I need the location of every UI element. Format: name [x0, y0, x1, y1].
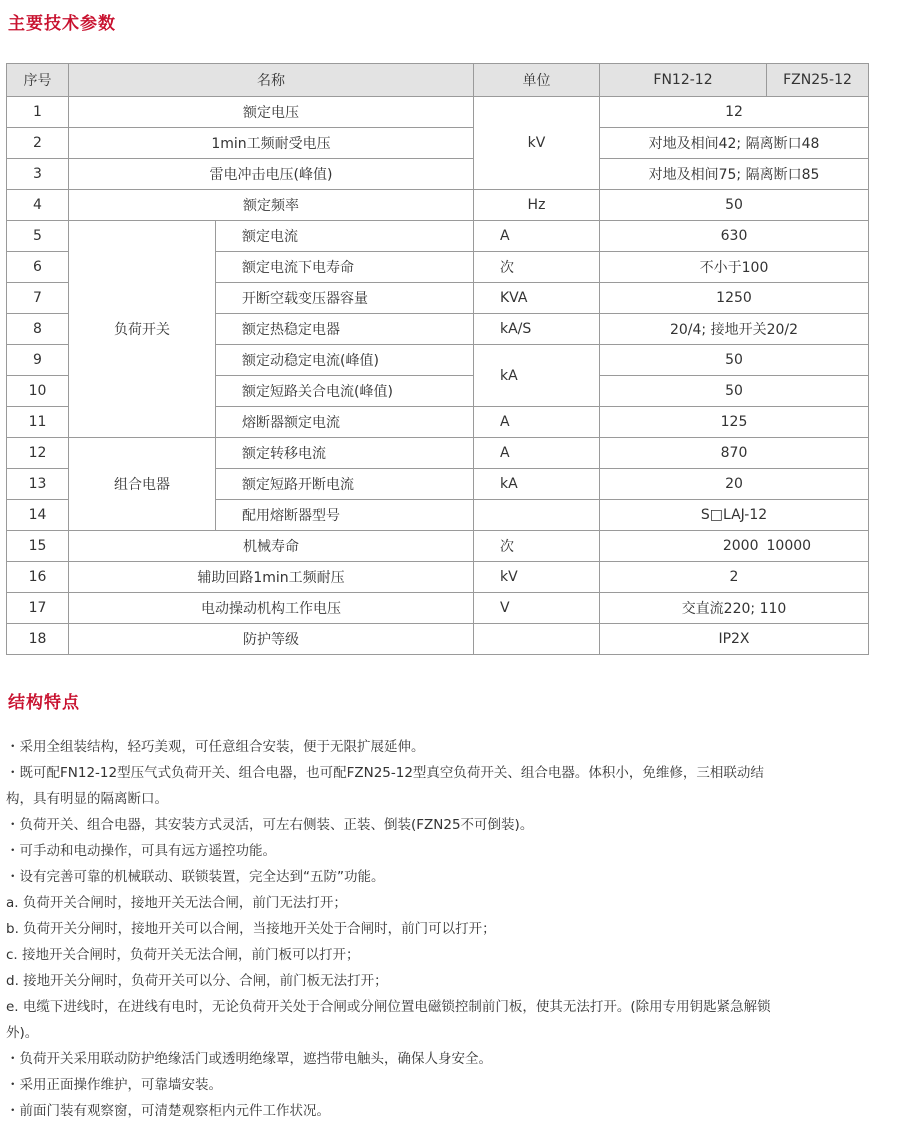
row-value: 20: [600, 469, 869, 500]
header-unit: 单位: [474, 64, 600, 97]
row-value: 不小于100: [600, 252, 869, 283]
table-row: [7, 97, 869, 128]
row-name: 熔断器额定电流: [216, 407, 474, 438]
feature-line: c. 接地开关合闸时，负荷开关无法合闸，前门板可以打开；: [6, 947, 360, 963]
table-row: [7, 593, 869, 624]
feature-line: ・设有完善可靠的机械联动、联锁装置，完全达到“五防”功能。: [6, 869, 385, 885]
row-name: 电动操动机构工作电压: [69, 593, 474, 624]
table-row: [7, 221, 869, 252]
row-index: 11: [7, 407, 69, 438]
row-value: 50: [600, 345, 869, 376]
row-value: 2: [600, 562, 869, 593]
table-row: [7, 128, 869, 159]
table-row: [7, 159, 869, 190]
table-row: [7, 624, 869, 655]
header-name: 名称: [69, 64, 474, 97]
row-value: 对地及相间42; 隔离断口48: [600, 128, 869, 159]
row-unit: Hz: [474, 190, 600, 221]
row-unit: KVA: [474, 283, 600, 314]
row-value-fzn25: 10000: [767, 531, 869, 562]
header-fn12: FN12-12: [600, 64, 767, 97]
row-name: 额定电压: [69, 97, 474, 128]
row-value: 20/4; 接地开关20/2: [600, 314, 869, 345]
row-index: 5: [7, 221, 69, 252]
row-unit: kV: [474, 97, 600, 190]
feature-line: 构，具有明显的隔离断口。: [6, 791, 168, 807]
row-unit: 次: [474, 252, 600, 283]
row-value: 交直流220; 110: [600, 593, 869, 624]
row-name: 额定短路开断电流: [216, 469, 474, 500]
feature-line: ・可手动和电动操作，可具有远方遥控功能。: [6, 843, 276, 859]
feature-line: ・前面门装有观察窗，可清楚观察柜内元件工作状况。: [6, 1103, 330, 1119]
feature-line: ・负荷开关、组合电器，其安装方式灵活，可左右侧装、正装、倒装(FZN25不可倒装)。: [6, 817, 534, 833]
table-row: [7, 562, 869, 593]
row-name: 机械寿命: [69, 531, 474, 562]
row-value: 50: [600, 190, 869, 221]
row-value: 630: [600, 221, 869, 252]
row-unit: kA/S: [474, 314, 600, 345]
row-unit: [474, 624, 600, 655]
row-name: 防护等级: [69, 624, 474, 655]
row-unit: A: [474, 438, 600, 469]
row-unit: 次: [474, 531, 600, 562]
feature-list: [6, 734, 890, 1124]
feature-line: ・既可配FN12-12型压气式负荷开关、组合电器，也可配FZN25-12型真空负荷开关、组合电器。体积小，免维修，三相联动结: [6, 765, 764, 781]
row-name: 额定动稳定电流(峰值): [216, 345, 474, 376]
feature-line: ・采用全组装结构，轻巧美观，可任意组合安装，便于无限扩展延伸。: [6, 739, 425, 755]
section-title-structure-features: 结构特点: [8, 693, 80, 713]
row-index: 10: [7, 376, 69, 407]
row-index: 1: [7, 97, 69, 128]
row-name: 额定热稳定电器: [216, 314, 474, 345]
row-index: 7: [7, 283, 69, 314]
feature-line: e. 电缆下进线时，在进线有电时，无论负荷开关处于合闸或分闸位置电磁锁控制前门板，使其无法打开。(除用专用钥匙紧急解锁: [6, 999, 771, 1015]
group-label-combined-apparatus: 组合电器: [69, 438, 216, 531]
row-name: 额定电流: [216, 221, 474, 252]
row-value: 125: [600, 407, 869, 438]
row-value: IP2X: [600, 624, 869, 655]
group-label-load-switch: 负荷开关: [69, 221, 216, 438]
row-unit: A: [474, 221, 600, 252]
row-name: 开断空载变压器容量: [216, 283, 474, 314]
feature-line: d. 接地开关分闸时，负荷开关可以分、合闸，前门板无法打开；: [6, 973, 388, 989]
row-unit: kA: [474, 345, 600, 407]
table-row: [7, 531, 869, 562]
row-index: 2: [7, 128, 69, 159]
row-index: 16: [7, 562, 69, 593]
feature-line: b. 负荷开关分闸时，接地开关可以合闸，当接地开关处于合闸时，前门可以打开；: [6, 921, 496, 937]
feature-line: a. 负荷开关合闸时，接地开关无法合闸，前门无法打开；: [6, 895, 347, 911]
row-index: 12: [7, 438, 69, 469]
row-index: 4: [7, 190, 69, 221]
row-unit: kV: [474, 562, 600, 593]
row-value: 870: [600, 438, 869, 469]
row-name: 辅助回路1min工频耐压: [69, 562, 474, 593]
row-name: 1min工频耐受电压: [69, 128, 474, 159]
row-index: 17: [7, 593, 69, 624]
table-row: [7, 190, 869, 221]
row-name: 额定电流下电寿命: [216, 252, 474, 283]
header-index: 序号: [7, 64, 69, 97]
row-name: 雷电冲击电压(峰值): [69, 159, 474, 190]
feature-line: ・负荷开关采用联动防护绝缘活门或透明绝缘罩，遮挡带电触头，确保人身安全。: [6, 1051, 492, 1067]
row-value: 50: [600, 376, 869, 407]
row-value: 对地及相间75; 隔离断口85: [600, 159, 869, 190]
row-index: 15: [7, 531, 69, 562]
row-index: 9: [7, 345, 69, 376]
row-unit: V: [474, 593, 600, 624]
header-fzn25: FZN25-12: [767, 64, 869, 97]
table-header-row: [7, 64, 869, 97]
row-index: 14: [7, 500, 69, 531]
row-index: 6: [7, 252, 69, 283]
table-row: [7, 438, 869, 469]
row-index: 8: [7, 314, 69, 345]
row-unit: A: [474, 407, 600, 438]
row-name: 额定转移电流: [216, 438, 474, 469]
row-index: 13: [7, 469, 69, 500]
row-index: 3: [7, 159, 69, 190]
row-value: S□LAJ-12: [600, 500, 869, 531]
row-value-fn12: 2000: [600, 531, 767, 562]
row-name: 额定频率: [69, 190, 474, 221]
row-name: 额定短路关合电流(峰值): [216, 376, 474, 407]
row-unit: [474, 500, 600, 531]
feature-line: ・采用正面操作维护，可靠墙安装。: [6, 1077, 222, 1093]
row-index: 18: [7, 624, 69, 655]
row-value: 1250: [600, 283, 869, 314]
feature-line: 外)。: [6, 1025, 39, 1041]
row-unit: kA: [474, 469, 600, 500]
section-title-main-params: 主要技术参数: [8, 14, 116, 34]
spec-table: [6, 63, 869, 655]
row-name: 配用熔断器型号: [216, 500, 474, 531]
row-value: 12: [600, 97, 869, 128]
